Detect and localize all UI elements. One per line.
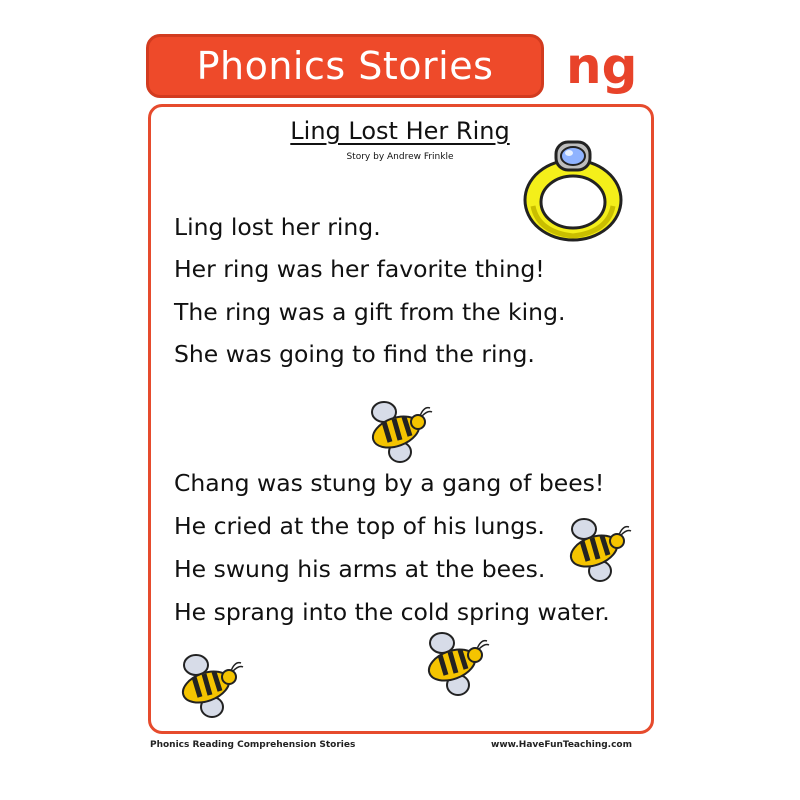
story-title — [0, 116, 800, 146]
story-byline: Story by Andrew Frinkle — [346, 152, 454, 162]
story-line: She was going to find the ring. — [174, 340, 535, 368]
story-title-text: Ling Lost Her Ring — [290, 117, 510, 145]
phonics-sound-label: ng — [566, 37, 638, 95]
story-line: He swung his arms at the bees. — [174, 555, 546, 583]
story-line: He cried at the top of his lungs. — [174, 512, 545, 540]
footer-website: www.HaveFunTeaching.com — [491, 740, 632, 750]
story-line: Chang was stung by a gang of bees! — [174, 469, 605, 497]
story-line: The ring was a gift from the king. — [174, 298, 566, 326]
footer-series-label: Phonics Reading Comprehension Stories — [150, 740, 356, 750]
story-line: He sprang into the cold spring water. — [174, 598, 610, 626]
story-line: Her ring was her favorite thing! — [174, 255, 545, 283]
story-line: Ling lost her ring. — [174, 213, 381, 241]
header-banner — [146, 34, 544, 98]
bee-icon — [418, 628, 494, 698]
bee-icon — [560, 514, 636, 584]
banner-title: Phonics Stories — [196, 44, 494, 88]
bee-icon — [362, 398, 438, 466]
bee-icon — [172, 650, 248, 720]
ring-icon — [518, 136, 628, 246]
